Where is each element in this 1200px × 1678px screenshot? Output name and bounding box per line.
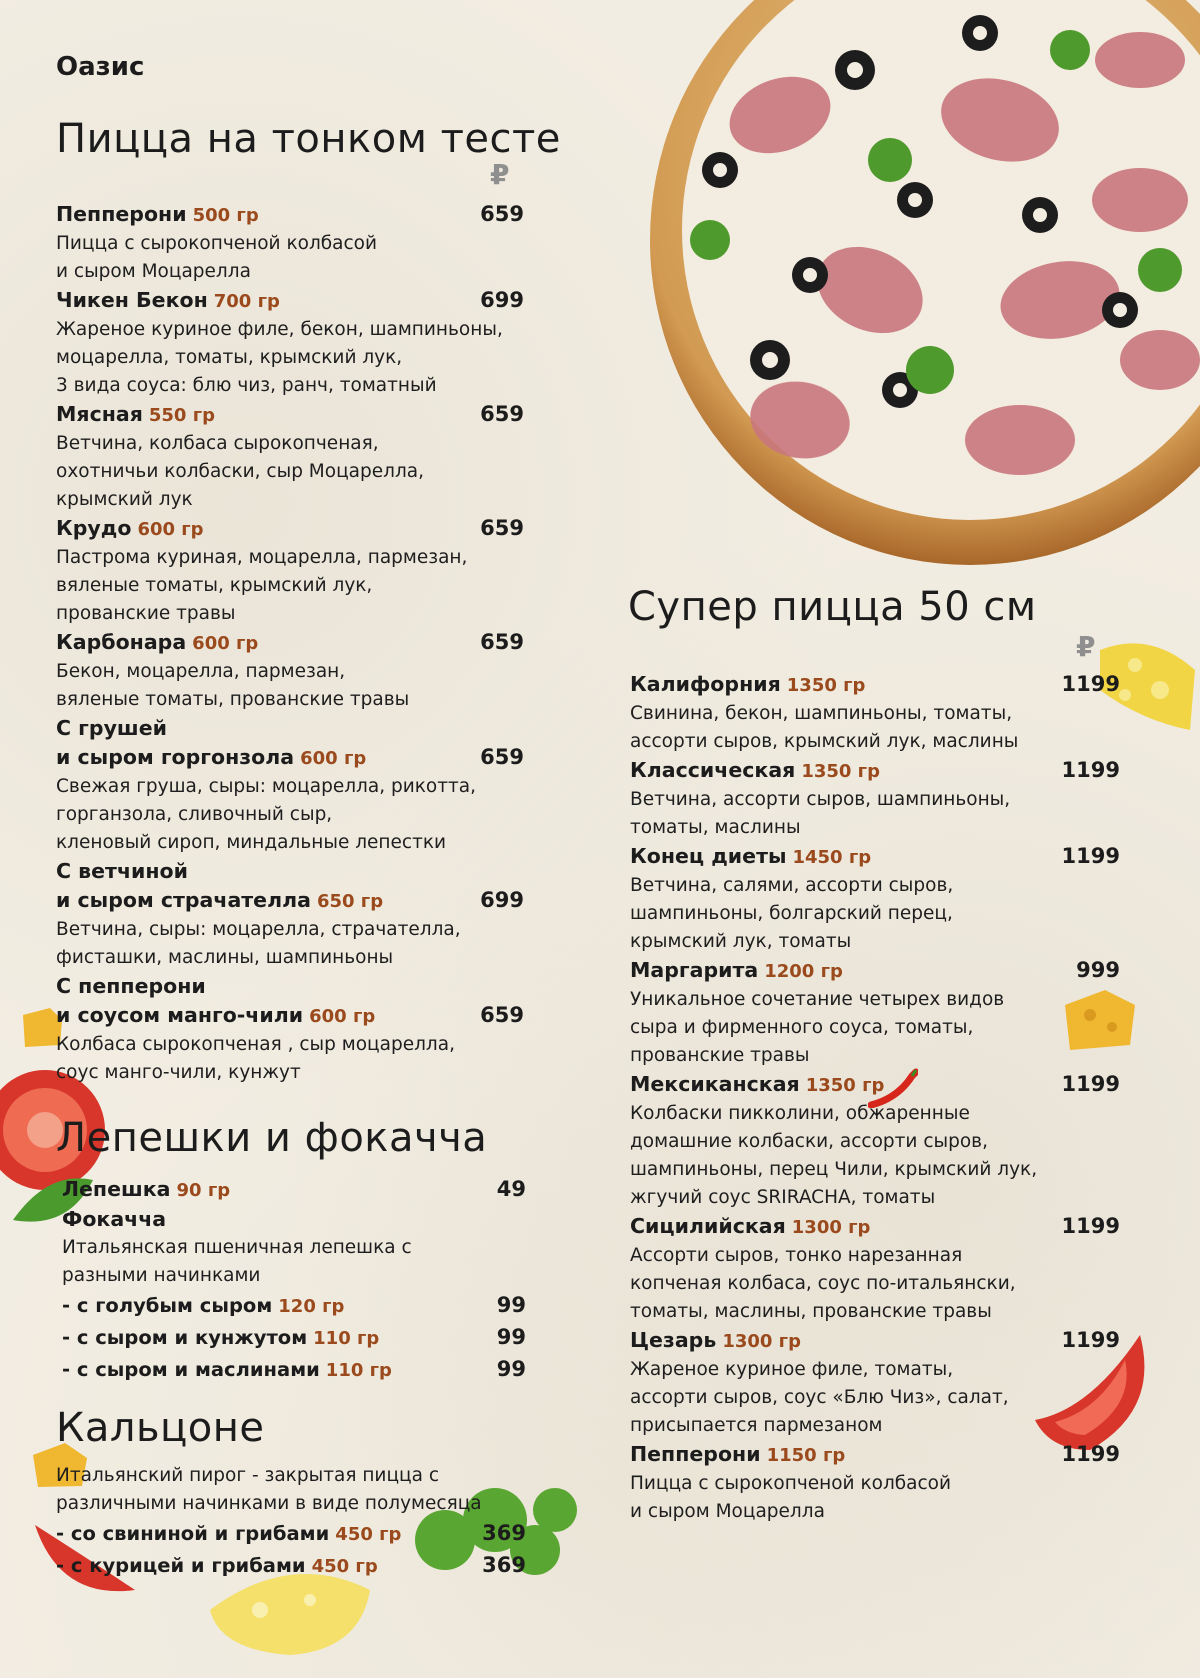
- item-weight: 1450 гр: [792, 847, 872, 868]
- item-price: 49: [496, 1177, 526, 1201]
- currency-symbol: ₽: [1076, 630, 1096, 663]
- pizza-image: [600, 0, 1200, 580]
- option-price: 369: [482, 1521, 526, 1545]
- item-name: Мексиканская: [630, 1072, 800, 1096]
- item-description: 3 вида соуса: блю чиз, ранч, томатный: [56, 375, 437, 396]
- item-name: и сыром горгонзола: [56, 745, 295, 769]
- menu-item: [630, 956, 1120, 1070]
- section-title-thin-crust: Пицца на тонком тесте: [56, 116, 561, 162]
- item-name-row: [56, 1001, 524, 1031]
- item-description: ассорти сыров, соус «Блю Чиз», салат,: [630, 1387, 1009, 1408]
- menu-item: [630, 1326, 1120, 1440]
- menu-item: [56, 514, 524, 628]
- item-price: 659: [480, 1003, 524, 1027]
- item-price: 1199: [1061, 758, 1120, 782]
- menu-item: [62, 1175, 526, 1205]
- item-weight: 550 гр: [148, 405, 216, 426]
- section-title-calzone: Кальцоне: [56, 1405, 265, 1451]
- item-description: жгучий соус SRIRACHA, томаты: [630, 1187, 936, 1208]
- item-name: Чикен Бекон: [56, 288, 208, 312]
- item-weight: 600 гр: [300, 748, 367, 769]
- option-row: [62, 1354, 526, 1386]
- item-name: Цезарь: [630, 1328, 717, 1352]
- item-description: томаты, маслины, прованские травы: [630, 1301, 992, 1322]
- item-name-row: [56, 286, 524, 316]
- item-description: Ассорти сыров, тонко нарезанная: [630, 1245, 963, 1266]
- item-description: шампиньоны, болгарский перец,: [630, 903, 953, 924]
- item-weight: 90 гр: [176, 1180, 231, 1201]
- item-weight: 1200 гр: [764, 961, 843, 982]
- item-description: Пицца с сырокопченой колбасой: [630, 1473, 952, 1494]
- item-description: Итальянская пшеничная лепешка с: [62, 1237, 412, 1258]
- item-name-row: [630, 756, 1120, 786]
- menu-item: [56, 628, 524, 714]
- menu-item: [630, 1070, 1120, 1212]
- option-name: - с сыром и кунжутом: [62, 1326, 308, 1349]
- item-description: Уникальное сочетание четырех видов: [630, 989, 1005, 1010]
- option-name: - с курицей и грибами: [56, 1554, 306, 1577]
- currency-symbol: ₽: [490, 158, 510, 191]
- option-price: 99: [496, 1293, 526, 1317]
- item-description: Пицца с сырокопченой колбасой: [56, 233, 378, 254]
- flatbreads-menu: [62, 1175, 526, 1386]
- item-name-row: [630, 1440, 1120, 1470]
- item-description: Пастрома куриная, моцарелла, пармезан,: [56, 547, 468, 568]
- item-weight: 1300 гр: [791, 1217, 871, 1238]
- item-description: Ветчина, сыры: моцарелла, страчателла,: [56, 919, 461, 940]
- item-name-row: [630, 1326, 1120, 1356]
- option-name: - с голубым сыром: [62, 1294, 273, 1317]
- menu-item: [630, 756, 1120, 842]
- menu-item: [630, 842, 1120, 956]
- menu-item: [56, 714, 524, 857]
- item-weight: 600 гр: [137, 519, 204, 540]
- item-description: домашние колбаски, ассорти сыров,: [630, 1131, 988, 1152]
- option-weight: 450 гр: [311, 1556, 378, 1577]
- item-description: шампиньоны, перец Чили, крымский лук,: [630, 1159, 1038, 1180]
- option-price: 99: [496, 1325, 526, 1349]
- menu-item: [630, 1440, 1120, 1526]
- item-weight: 1350 гр: [805, 1075, 885, 1096]
- item-name-row: [56, 400, 524, 430]
- item-description: Ветчина, колбаса сырокопченая,: [56, 433, 379, 454]
- option-weight: 110 гр: [325, 1360, 392, 1381]
- brand-name: Оазис: [56, 52, 145, 82]
- item-name-row: [56, 514, 524, 544]
- item-weight: 1300 гр: [722, 1331, 801, 1352]
- item-name: Пепперони: [630, 1442, 761, 1466]
- item-name: Крудо: [56, 516, 132, 540]
- menu-item: [56, 286, 524, 400]
- menu-item: [56, 400, 524, 514]
- item-description: фисташки, маслины, шампиньоны: [56, 947, 394, 968]
- option-row: [56, 1550, 526, 1582]
- section-title-flatbreads: Лепешки и фокачча: [56, 1115, 488, 1161]
- item-description: Ветчина, ассорти сыров, шампиньоны,: [630, 789, 1011, 810]
- item-description: горганзола, сливочный сыр,: [56, 804, 333, 825]
- item-price: 1199: [1061, 1442, 1120, 1466]
- item-name: и соусом манго-чили: [56, 1003, 304, 1027]
- item-name: Калифорния: [630, 672, 781, 696]
- item-description: соус манго-чили, кунжут: [56, 1062, 301, 1083]
- item-name: Фокачча: [62, 1207, 167, 1231]
- item-description: Свежая груша, сыры: моцарелла, рикотта,: [56, 776, 476, 797]
- item-name-row: [56, 886, 524, 916]
- menu-item: [56, 200, 524, 286]
- item-description: Бекон, моцарелла, пармезан,: [56, 661, 346, 682]
- item-description: и сыром Моцарелла: [630, 1501, 825, 1522]
- item-name-line1: С грушей: [56, 716, 167, 740]
- item-name: Классическая: [630, 758, 796, 782]
- item-description: Колбаски пикколини, обжаренные: [630, 1103, 970, 1124]
- menu-item: [630, 670, 1120, 756]
- item-description: кленовый сироп, миндальные лепестки: [56, 832, 447, 853]
- item-name-row: [630, 1070, 1120, 1100]
- item-name-row: [56, 743, 524, 773]
- menu-item: [62, 1205, 526, 1290]
- item-price: 699: [480, 288, 524, 312]
- item-price: 1199: [1061, 844, 1120, 868]
- item-price: 659: [480, 516, 524, 540]
- item-name: Пепперони: [56, 202, 187, 226]
- item-weight: 600 гр: [192, 633, 259, 654]
- item-description: разными начинками: [62, 1265, 261, 1286]
- item-name-line1: С пепперони: [56, 974, 206, 998]
- item-weight: 1350 гр: [786, 675, 866, 696]
- option-row: [56, 1518, 526, 1550]
- item-description: Итальянский пирог - закрытая пицца с: [56, 1465, 440, 1486]
- item-name: Конец диеты: [630, 844, 787, 868]
- item-description: и сыром Моцарелла: [56, 261, 251, 282]
- item-name-row: [630, 670, 1120, 700]
- item-name: Лепешка: [62, 1177, 171, 1201]
- item-price: 699: [480, 888, 524, 912]
- menu-item: [630, 1212, 1120, 1326]
- item-description: томаты, маслины: [630, 817, 801, 838]
- item-weight: 500 гр: [192, 205, 259, 226]
- item-weight: 1150 гр: [766, 1445, 846, 1466]
- item-description: Колбаса сырокопченая , сыр моцарелла,: [56, 1034, 455, 1055]
- item-price: 1199: [1061, 1214, 1120, 1238]
- item-description: крымский лук, томаты: [630, 931, 852, 952]
- item-name: Маргарита: [630, 958, 759, 982]
- item-description: сыра и фирменного соуса, томаты,: [630, 1017, 974, 1038]
- item-name: и сыром страчателла: [56, 888, 311, 912]
- menu-item: [56, 857, 524, 972]
- item-description: прованские травы: [630, 1045, 810, 1066]
- option-row: [62, 1322, 526, 1354]
- item-description: копченая колбаса, соус по-итальянски,: [630, 1273, 1016, 1294]
- item-description: ассорти сыров, крымский лук, маслины: [630, 731, 1019, 752]
- calzone-menu: [56, 1462, 526, 1582]
- item-name: Карбонара: [56, 630, 187, 654]
- option-price: 99: [496, 1357, 526, 1381]
- item-description: Жареное куриное филе, томаты,: [630, 1359, 954, 1380]
- item-price: 659: [480, 402, 524, 426]
- item-price: 1199: [1061, 1072, 1120, 1096]
- item-description: вяленые томаты, прованские травы: [56, 689, 410, 710]
- menu-item: [56, 972, 524, 1087]
- item-price: 659: [480, 202, 524, 226]
- item-name: Мясная: [56, 402, 143, 426]
- item-name-row: [630, 842, 1120, 872]
- item-price: 659: [480, 745, 524, 769]
- item-description: прованские травы: [56, 603, 236, 624]
- item-description: различными начинками в виде полумесяца: [56, 1493, 482, 1514]
- item-description: вяленые томаты, крымский лук,: [56, 575, 373, 596]
- item-description: присыпается пармезаном: [630, 1415, 883, 1436]
- option-weight: 120 гр: [278, 1296, 345, 1317]
- item-weight: 650 гр: [316, 891, 384, 912]
- item-description: моцарелла, томаты, крымский лук,: [56, 347, 403, 368]
- option-weight: 110 гр: [313, 1328, 380, 1349]
- thin-crust-menu: [56, 200, 524, 1087]
- option-row: [62, 1290, 526, 1322]
- section-title-super-pizza: Супер пицца 50 см: [628, 584, 1037, 630]
- super-pizza-menu: [630, 670, 1120, 1526]
- item-name-row: [630, 1212, 1120, 1242]
- item-name-row: [56, 628, 524, 658]
- option-name: - с сыром и маслинами: [62, 1358, 320, 1381]
- item-name-line1: С ветчиной: [56, 859, 188, 883]
- item-price: 1199: [1061, 1328, 1120, 1352]
- item-price: 999: [1076, 958, 1120, 982]
- item-weight: 1350 гр: [801, 761, 880, 782]
- item-price: 659: [480, 630, 524, 654]
- item-name: Сицилийская: [630, 1214, 786, 1238]
- item-description: Свинина, бекон, шампиньоны, томаты,: [630, 703, 1013, 724]
- item-name-row: [630, 956, 1120, 986]
- option-price: 369: [482, 1553, 526, 1577]
- item-description: крымский лук: [56, 489, 193, 510]
- item-price: 1199: [1061, 672, 1120, 696]
- item-description: охотничьи колбаски, сыр Моцарелла,: [56, 461, 425, 482]
- item-name-row: [56, 200, 524, 230]
- option-weight: 450 гр: [335, 1524, 402, 1545]
- option-name: - со свининой и грибами: [56, 1522, 330, 1545]
- item-description: Жареное куриное филе, бекон, шампиньоны,: [56, 319, 503, 340]
- item-weight: 700 гр: [213, 291, 280, 312]
- item-description: Ветчина, салями, ассорти сыров,: [630, 875, 954, 896]
- item-weight: 600 гр: [309, 1006, 376, 1027]
